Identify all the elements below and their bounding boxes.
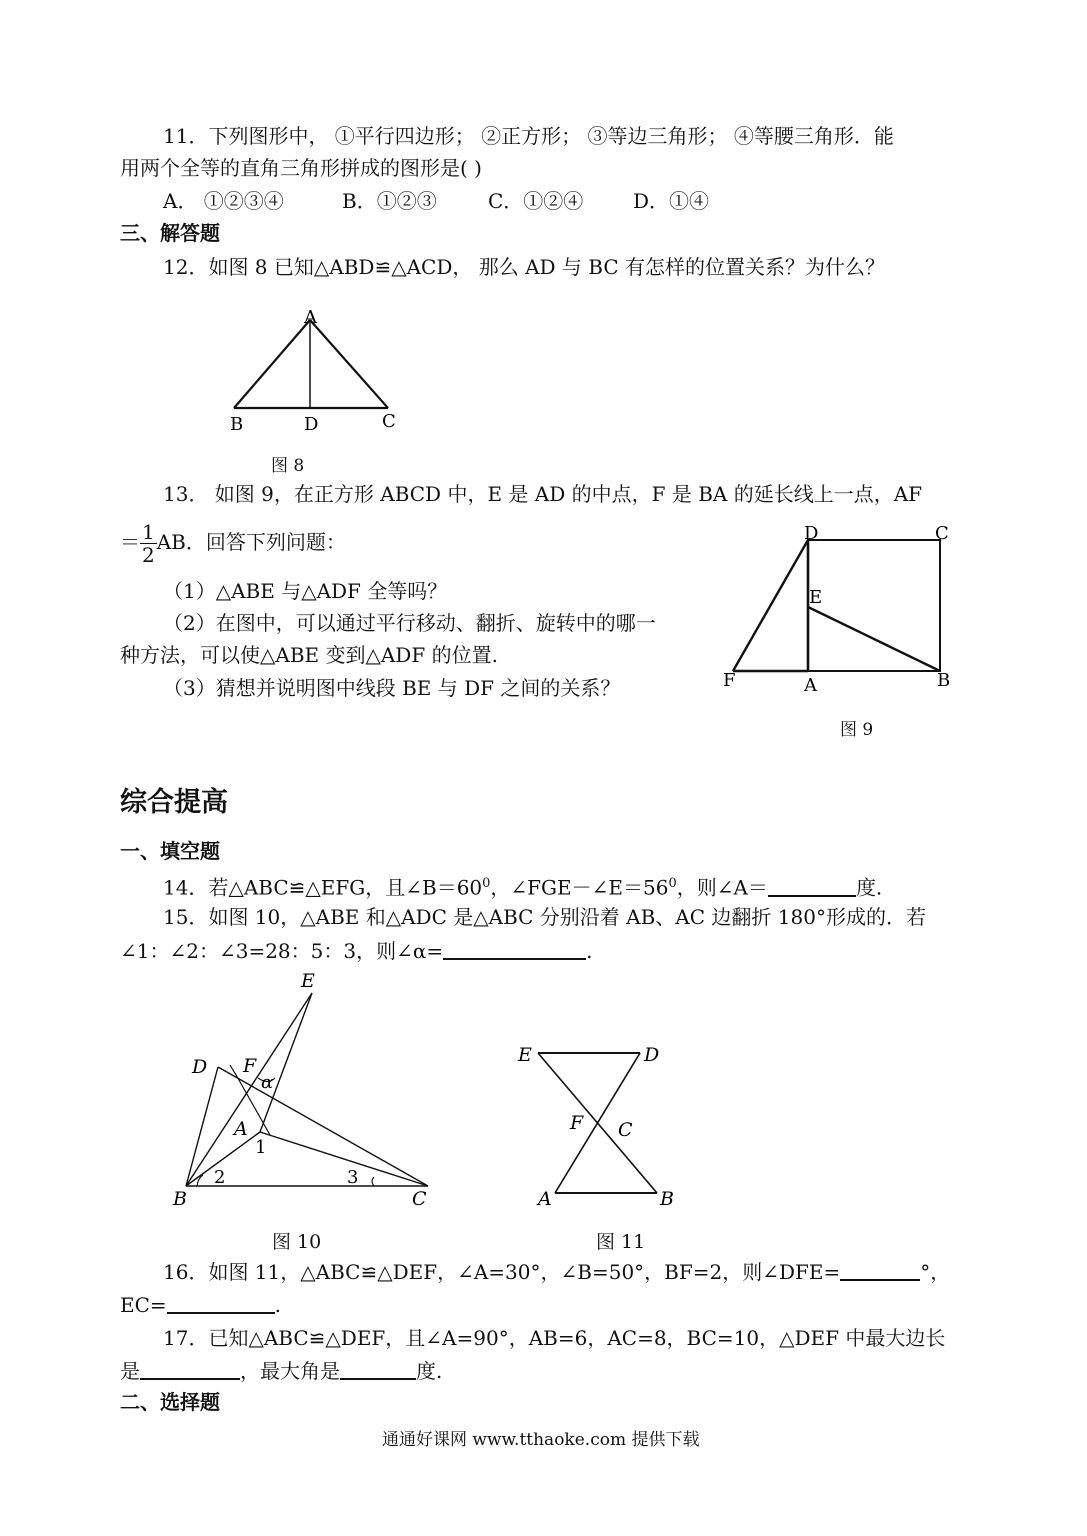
q17-side-blank[interactable] [140,1358,240,1380]
q17-line2-mid: ，最大角是 [240,1359,340,1383]
q14-text [163,870,882,902]
fig10-label-a: A [234,1118,248,1140]
section-heading: 综合提高 [120,787,228,818]
q17-line1: 17．已知△ABC≌△DEF，且∠A=90°，AB=6，AC=8，BC=10，△DEF 中最大边长 [163,1326,946,1350]
fig8-label-d: D [304,414,319,435]
fig11-label-e: E [518,1044,532,1066]
fig11-label-b: B [660,1188,674,1210]
q17-line2 [120,1357,442,1385]
fig10-label-3: 3 [347,1167,359,1188]
q13-eq-prefix: ＝ [120,530,140,554]
fig9-label-d: D [804,523,819,544]
q16-dfe-blank[interactable] [840,1259,920,1281]
fig11-caption: 图 11 [596,1231,646,1253]
q17-line2-end: 度. [416,1359,443,1383]
q13-frac-den: 2 [142,543,155,567]
q16-ec-blank[interactable] [167,1292,275,1314]
q16-line2 [120,1291,281,1319]
fig9-label-a: A [804,675,817,696]
q11-line2: 用两个全等的直角三角形拼成的图形是( ) [120,156,482,180]
fig9-label-c: C [935,523,949,544]
section-answer-title: 三、解答题 [120,221,220,245]
fig10-caption: 图 10 [272,1231,322,1253]
q14-post: ，则∠A＝ [676,875,768,900]
q11-option-b: B．①②③ [342,189,437,213]
fig10-label-b: B [173,1188,187,1210]
q16-line2-end: . [274,1293,282,1317]
fig10-label-e: E [301,970,315,992]
q17-angle-blank[interactable] [340,1358,416,1380]
q13-sub2b: 种方法，可以使△ABE 变到△ADF 的位置. [120,643,498,667]
fig8-label-a: A [304,307,317,328]
choice-title: 二、选择题 [120,1390,220,1414]
q14-sup1: 0 [482,876,491,891]
q14-end: 度. [855,875,883,900]
fig8-caption: 图 8 [271,456,305,476]
fig10-label-f: F [243,1055,257,1077]
q17-line2-pre: 是 [120,1359,140,1383]
fig9-label-b: B [937,670,951,691]
q13-eq-suffix: AB．回答下列问题： [156,530,346,554]
q14-mid: ，∠FGE－∠E＝56 [490,875,669,900]
q13-sub3: （3）猜想并说明图中线段 BE 与 DF 之间的关系？ [163,676,621,700]
q16-line2-pre: EC= [120,1293,167,1317]
q15-line2-pre: ∠1：∠2：∠3=28：5：3，则∠α= [120,939,444,963]
fig10-label-1: 1 [255,1137,267,1158]
fig11-label-a: A [538,1188,552,1210]
q13-sub2a: （2）在图中，可以通过平行移动、翻折、旋转中的哪一 [163,611,656,635]
fig10-label-d: D [192,1056,208,1078]
q14-answer-blank[interactable] [768,875,856,897]
q13-sub1: （1）△ABE 与△ADF 全等吗？ [163,579,448,603]
fig9-label-e: E [809,587,823,608]
q11-option-c: C．①②④ [488,189,584,213]
q11-line1: 11．下列图形中， ①平行四边形； ②正方形； ③等边三角形； ④等腰三角形．能 [163,124,894,148]
fig10-label-2: 2 [214,1167,226,1188]
q16-line1 [163,1258,950,1286]
q16-pre: 16．如图 11，△ABC≌△DEF，∠A=30°，∠B=50°，BF=2，则∠DFE= [163,1260,841,1284]
fig10-label-alpha: α [261,1072,274,1093]
q14-pre: 14．若△ABC≌△EFG，且∠B＝60 [163,875,483,900]
q11-option-a: A． ①②③④ [163,189,284,213]
q15-line1: 15．如图 10，△ABE 和△ADC 是△ABC 分别沿着 AB、AC 边翻折 180°形成的．若 [163,905,926,929]
fig8-label-c: C [382,411,396,432]
q14-sup2: 0 [668,876,677,891]
fig10-label-c: C [412,1188,427,1210]
q12-text: 12．如图 8 已知△ABD≌△ACD， 那么 AD 与 BC 有怎样的位置关系？为什么？ [163,255,886,279]
page-footer: 通通好课网 www.tthaoke.com 提供下载 [382,1430,700,1450]
q11-option-d: D．①④ [633,189,710,213]
q15-line2 [120,937,592,965]
q13-fraction [140,521,157,566]
q13-line1: 13． 如图 9，在正方形 ABCD 中，E 是 AD 的中点，F 是 BA 的延长线上一点，AF [163,482,923,506]
q13-equation [120,514,346,570]
figure-11 [510,1035,690,1215]
fig9-label-f: F [723,670,736,691]
figure-8 [220,300,420,440]
q16-post: °， [920,1260,951,1284]
fig8-label-b: B [230,414,244,435]
q15-answer-blank[interactable] [443,938,586,960]
fig11-label-d: D [644,1044,660,1066]
fig11-label-c: C [618,1119,633,1141]
figure-9 [715,515,965,700]
fig11-label-f: F [570,1112,584,1134]
figure-10 [170,965,450,1215]
fig9-caption: 图 9 [840,720,874,740]
q15-line2-end: . [586,939,593,963]
q13-frac-num: 1 [142,520,155,544]
fill-in-title: 一、填空题 [120,839,220,863]
